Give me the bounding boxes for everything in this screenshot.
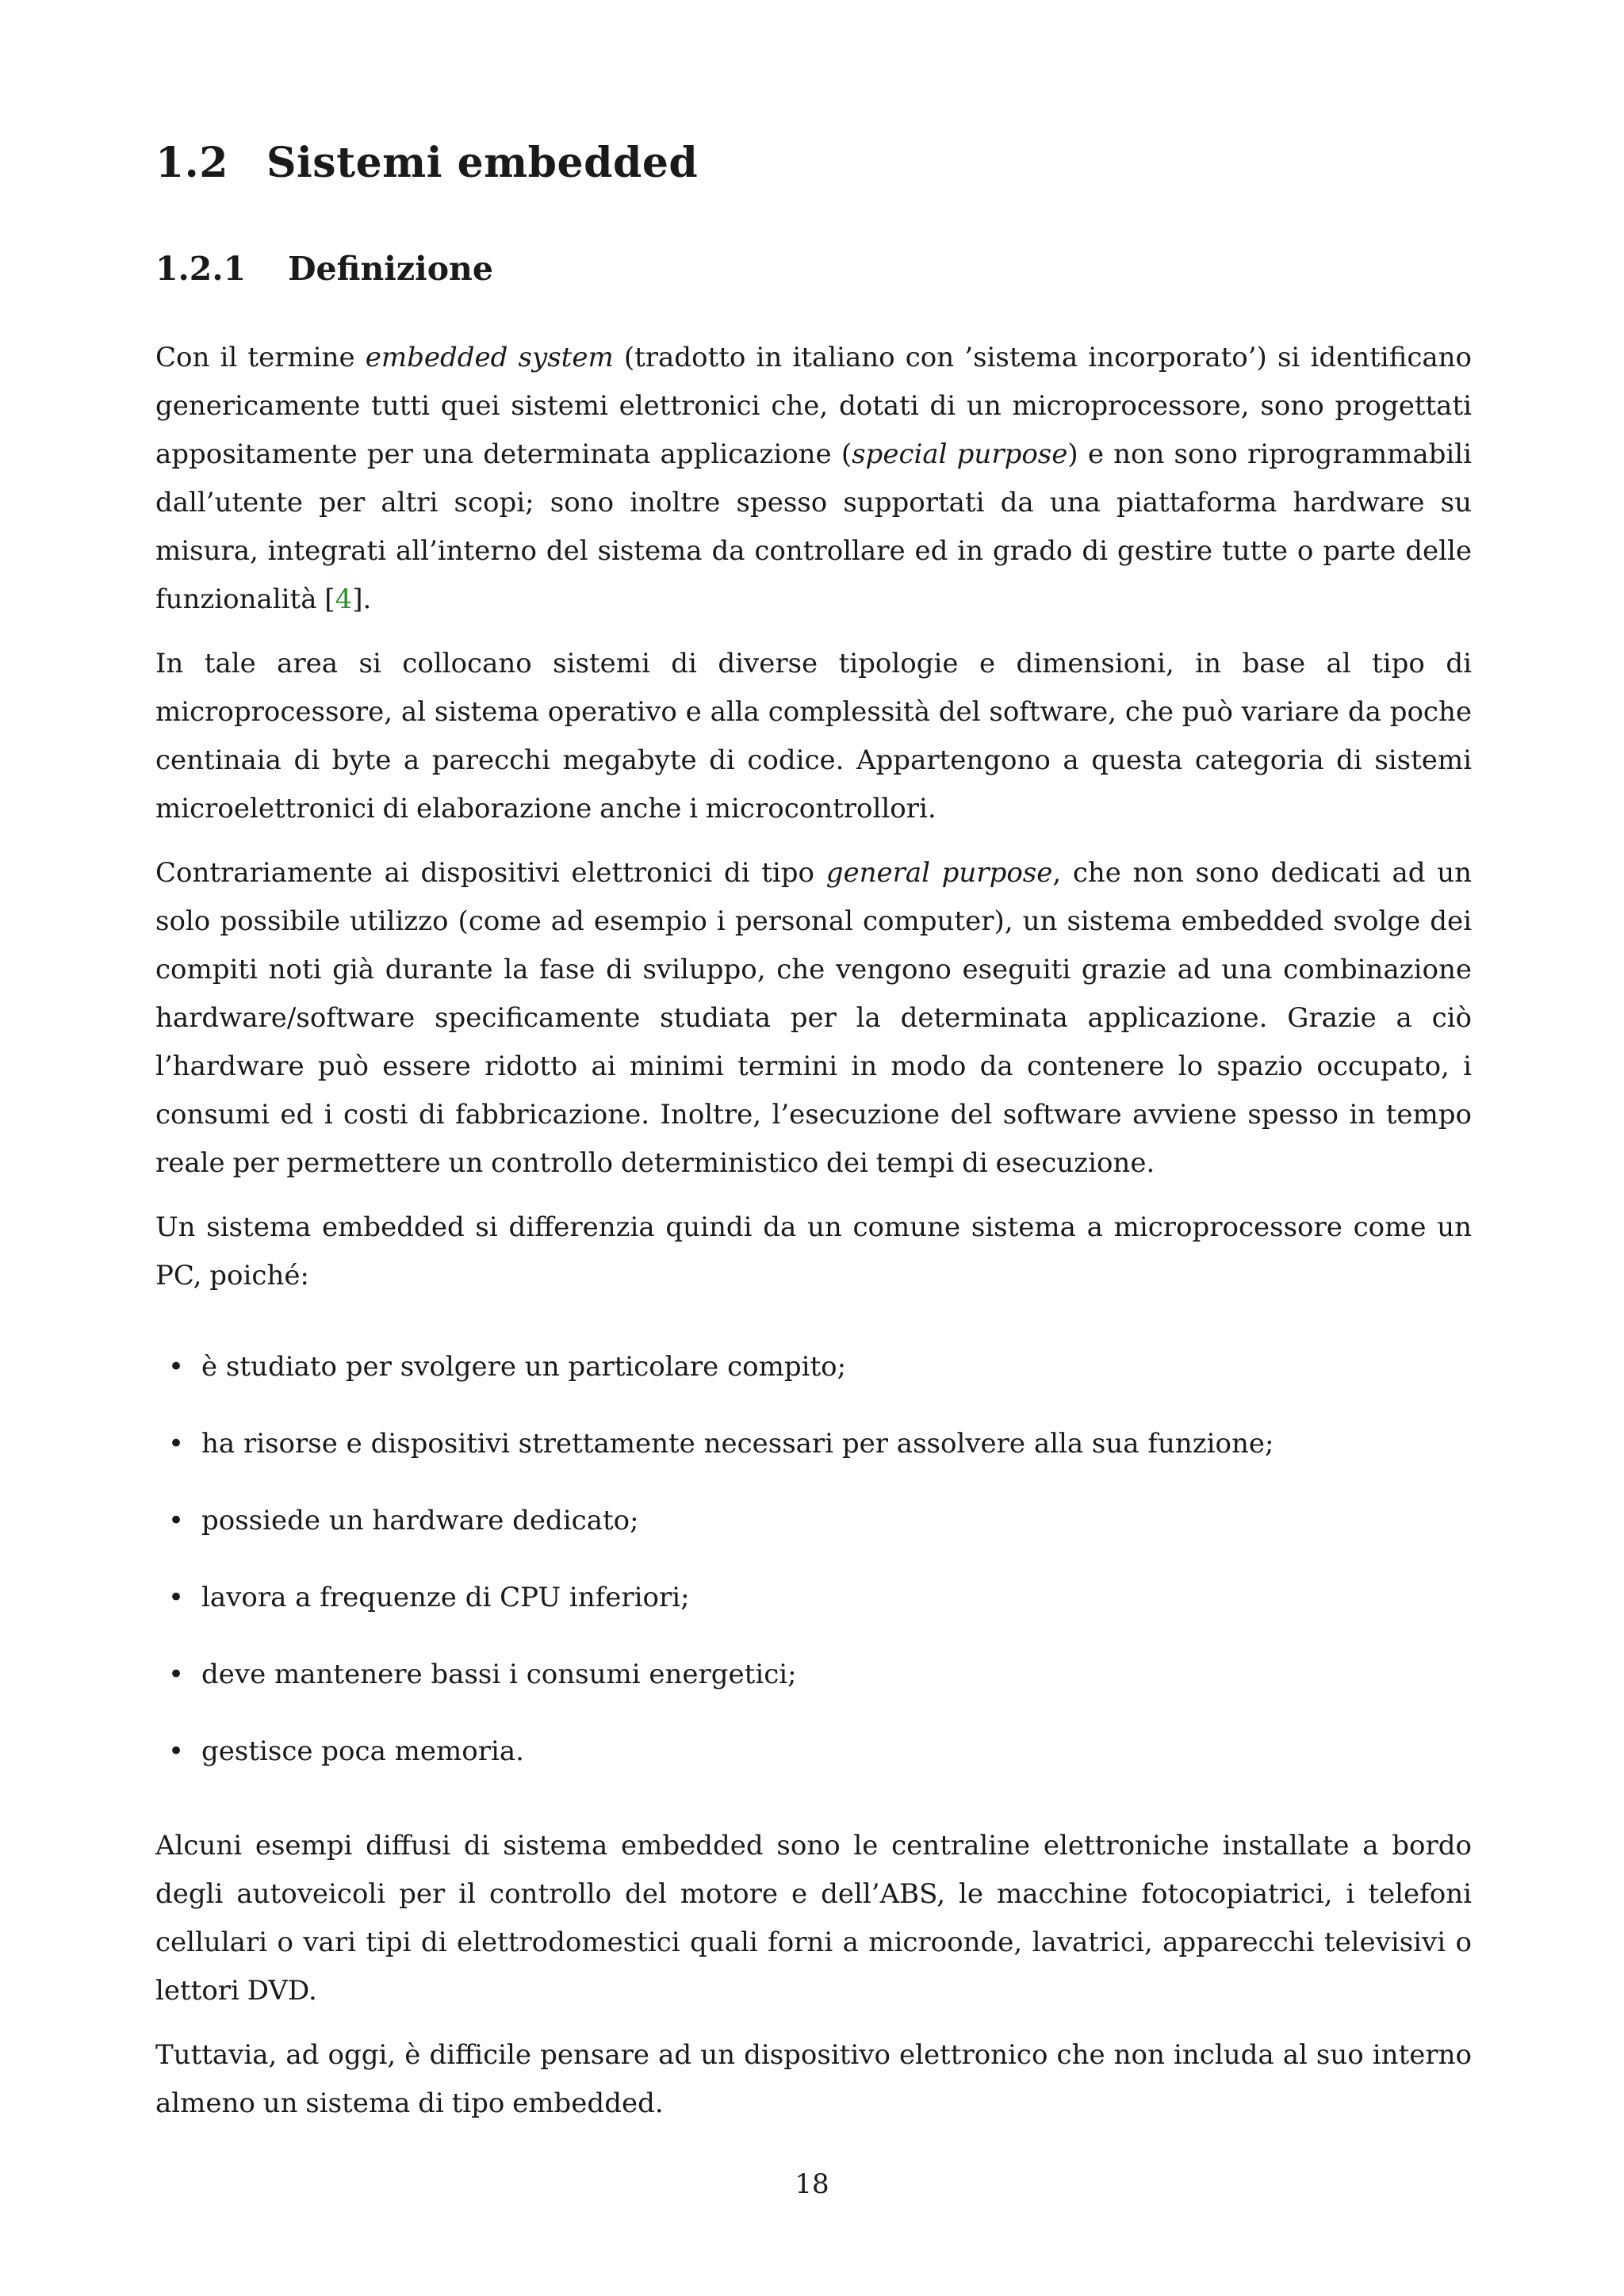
section-number: 1.2 <box>155 139 228 187</box>
list-item <box>168 1343 1472 1391</box>
list-item <box>168 1651 1472 1699</box>
list-item <box>168 1420 1472 1468</box>
paragraph-differences-intro: Un sistema embedded si differenzia quindi da un comune sistema a microprocessore come un PC, poiché: <box>155 1211 1472 1292</box>
list-item <box>168 1497 1472 1545</box>
bullet-icon: • <box>168 1504 185 1536</box>
text-run: , che non sono dedicati ad un solo possibile utilizzo (come ad esempio i personal computer), un sistema embedded svolge dei compiti noti già durante la fase di sviluppo, che vengono eseguiti grazie ad una combinazione hardware/software specificamente studiata per la determinata applicazione. Grazie a ciò l’hardware può essere ridotto ai minimi termini in modo da contenere lo spazio occupato, i consumi ed i costi di fabbricazione. Inoltre, l’esecuzione del software avviene spesso in tempo reale per permettere un controllo deterministico dei tempi di esecuzione. <box>155 856 1472 1179</box>
page-content <box>155 139 1472 2128</box>
paragraph-examples: Alcuni esempi diffusi di sistema embedded sono le centraline elettroniche installate a bordo degli autoveicoli per il controllo del motore e dell’ABS, le macchine fotocopiatrici, i telefoni cellulari o vari tipi di elettrodomestici quali forni a microonde, lavatrici, apparecchi televisivi o lettori DVD. <box>155 1829 1472 2007</box>
section-title: Sistemi embedded <box>266 139 699 187</box>
list-item-text: deve mantenere bassi i consumi energetici; <box>201 1658 797 1690</box>
bullet-icon: • <box>168 1735 185 1767</box>
list-item-text: lavora a frequenze di CPU inferiori; <box>201 1581 690 1613</box>
subsection-title: Definizione <box>288 250 493 289</box>
bullet-icon: • <box>168 1350 185 1383</box>
paragraph-general-purpose <box>155 849 1472 1188</box>
emphasis-general-purpose: general purpose <box>825 856 1053 889</box>
emphasis-special-purpose: special purpose <box>852 438 1068 470</box>
list-item <box>168 1574 1472 1622</box>
paragraph-conclusion: Tuttavia, ad oggi, è difficile pensare ad un dispositivo elettronico che non includa al suo interno almeno un sistema di tipo embedded. <box>155 2038 1472 2119</box>
citation-link[interactable]: 4 <box>335 583 353 615</box>
bullet-icon: • <box>168 1581 185 1613</box>
subsection-number: 1.2.1 <box>155 250 247 289</box>
text-run: ]. <box>352 583 372 615</box>
list-item-text: è studiato per svolgere un particolare compito; <box>201 1350 847 1383</box>
paragraph-area: In tale area si collocano sistemi di diverse tipologie e dimensioni, in base al tipo di microprocessore, al sistema operativo e alla complessità del software, che può variare da poche centinaia di byte a parecchi megabyte di codice. Appartengono a questa categoria di sistemi microelettronici di elaborazione anche i microcontrollori. <box>155 647 1472 825</box>
emphasis-embedded-system: embedded system <box>365 341 614 373</box>
bullet-icon: • <box>168 1427 185 1460</box>
list-item <box>168 1728 1472 1776</box>
page-number: 18 <box>795 2168 829 2200</box>
list-item-text: ha risorse e dispositivi strettamente necessari per assolvere alla sua funzione; <box>201 1427 1274 1460</box>
section-heading <box>155 139 1472 188</box>
bullet-icon: • <box>168 1658 185 1690</box>
list-item-text: possiede un hardware dedicato; <box>201 1504 639 1536</box>
text-run: (tradotto in italiano con ’sistema incorporato’) si identificano genericamente tutti quei sistemi elettronici che, dotati di un microprocessore, sono progettati appositamente per una determinata applicazione ( <box>155 341 1472 470</box>
text-run: ) e non sono riprogrammabili dall’utente per altri scopi; sono inoltre spesso supportati da una piattaforma hardware su misura, integrati all’interno del sistema da controllare ed in grado di gestire tutte o parte delle funzionalità [ <box>155 438 1472 615</box>
paragraph-definition <box>155 334 1472 624</box>
list-item-text: gestisce poca memoria. <box>201 1735 524 1767</box>
text-run: Contrariamente ai dispositivi elettronici di tipo <box>155 856 826 889</box>
differences-list <box>155 1343 1472 1776</box>
subsection-heading <box>155 250 1472 289</box>
text-run: Con il termine <box>155 341 366 373</box>
